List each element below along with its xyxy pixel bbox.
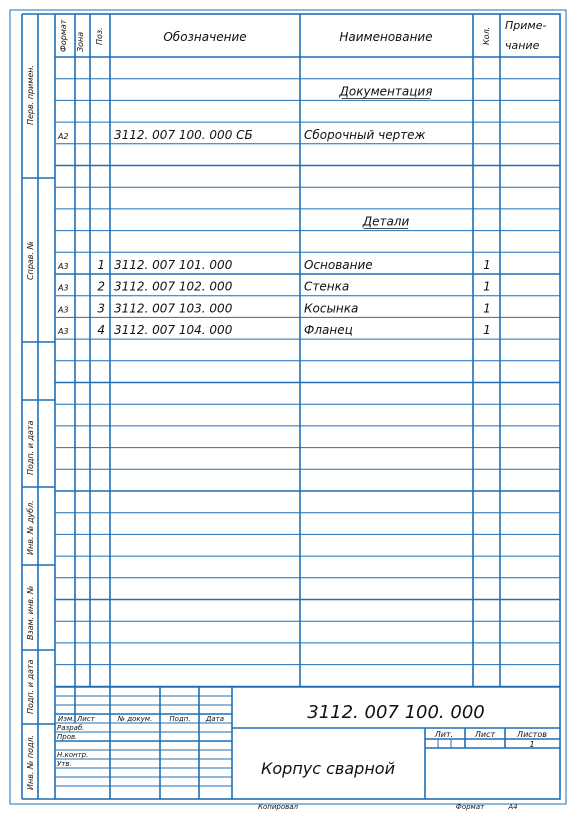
row-format: А2 [58,131,69,141]
sheet-labels [26,19,547,811]
header-qty: Кол. [482,26,491,45]
role-label: Н.контр. [57,751,89,759]
title-name: Корпус сварной [261,759,395,778]
footer-format-value: А4 [508,803,518,811]
row-pos: 4 [97,323,105,338]
header-name: Наименование [339,30,433,44]
header-note-2: чание [505,39,540,52]
row-designation: 3112. 007 101. 000 [114,258,233,272]
section-heading: Детали [362,214,410,229]
label-sprav-no: Справ. № [26,241,35,280]
label-podp-data-2: Подп. и дата [26,659,35,714]
label-inv-podl: Инв. № подл. [26,734,35,790]
header-format: Формат [59,19,68,52]
row-name: Основание [304,258,373,272]
role-label: Утв. [57,760,72,768]
listov-label: Листов [517,730,547,739]
outer-frame [10,10,566,804]
row-pos: 2 [97,279,105,294]
list-label: Лист [474,730,496,739]
footer-format-label: Формат [455,803,485,811]
row-designation: 3112. 007 102. 000 [114,279,233,294]
row-qty: 1 [483,301,491,316]
role-label: Пров. [57,733,78,741]
col-data: Дата [205,715,225,723]
row-pos: 3 [97,301,105,316]
label-inv-dubl: Инв. № дубл. [26,500,35,555]
col-izm: Изм. [58,715,75,723]
row-designation: 3112. 007 104. 000 [114,323,233,338]
label-podp-data: Подп. и дата [26,420,35,475]
table-grid [10,10,566,804]
row-name: Сборочный чертеж [304,127,426,142]
row-qty: 1 [483,258,491,272]
row-format: А3 [58,305,69,315]
row-name: Стенка [304,279,350,294]
row-name: Фланец [304,323,353,338]
header-pos: Поз. [95,27,104,45]
row-format: А3 [58,327,69,337]
col-no-dokum: № докум. [117,715,153,723]
row-designation: 3112. 007 103. 000 [114,301,233,316]
role-label: Разраб. [57,724,85,732]
footer-copied: Копировал [258,803,298,811]
lit-label: Лит. [434,730,454,739]
row-designation: 3112. 007 100. 000 СБ [114,127,253,142]
label-perv-primen: Перв. примен. [26,64,35,125]
header-note-1: Приме- [505,19,547,32]
row-qty: 1 [483,279,491,294]
header-zone: Зона [76,31,85,52]
listov-value: 1 [529,740,535,749]
row-name: Косынка [304,301,359,316]
title-designation: 3112. 007 100. 000 [307,702,485,723]
row-pos: 1 [97,258,105,272]
label-vzam-inv: Взам. инв. № [26,585,35,640]
row-qty: 1 [483,323,491,338]
header-designation: Обозначение [163,30,247,44]
col-list: Лист [77,715,95,723]
row-format: А3 [58,283,69,293]
col-podp: Подп. [169,715,191,723]
row-format: А3 [58,262,69,271]
section-heading: Документация [339,84,433,99]
